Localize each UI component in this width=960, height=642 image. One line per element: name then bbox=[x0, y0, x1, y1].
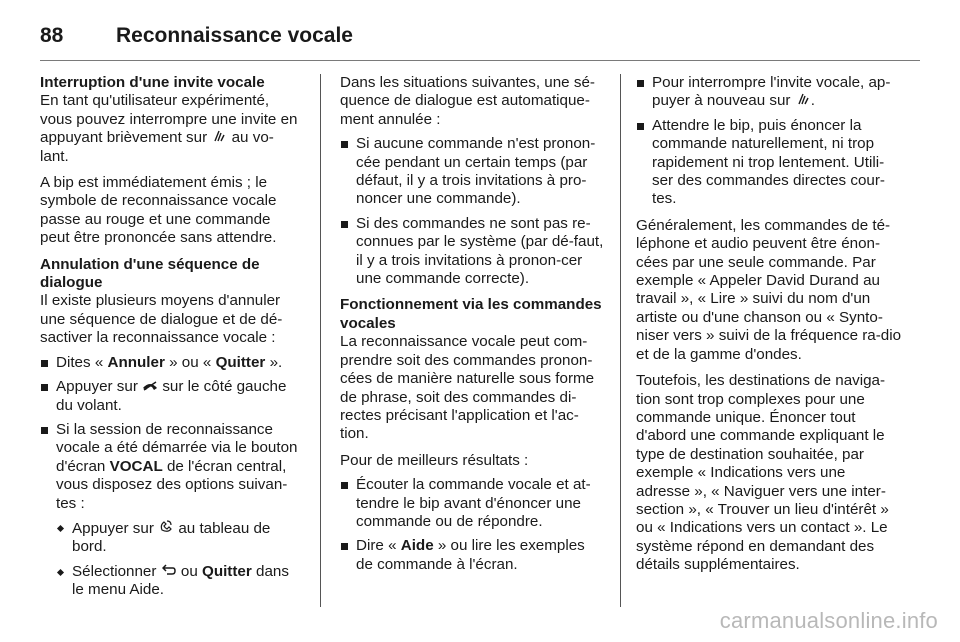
list-item: Dites « Annuler » ou « Quitter ». bbox=[40, 354, 302, 372]
list-item: Pour interrompre l'invite vocale, ap-puyer à nouveau sur . bbox=[636, 74, 902, 111]
list-item: Attendre le bip, puis énoncer la commande naturellement, ni trop rapidement ni trop lentement. Utili-ser des commandes directes cour-tes. bbox=[636, 117, 902, 209]
bullet-list bbox=[340, 135, 604, 288]
column-1 bbox=[40, 74, 302, 608]
paragraph: Pour de meilleurs résultats : bbox=[340, 451, 529, 469]
list-item: Appuyer sur au tableau de bord. bbox=[56, 519, 302, 557]
page-title: Reconnaissance vocale bbox=[116, 24, 353, 47]
back-arrow-icon bbox=[161, 563, 177, 581]
column-divider-2 bbox=[620, 74, 621, 607]
column-2 bbox=[340, 74, 604, 582]
list-item: Si aucune commande n'est pronon-cée pendant un certain temps (par défaut, il y a trois invitations à pro-noncer une commande). bbox=[340, 135, 604, 209]
header-rule bbox=[40, 60, 920, 61]
section-heading: Annulation d'une séquence de dialogue bbox=[40, 255, 260, 292]
paragraph: Toutefois, les destinations de naviga-tion sont trop complexes pour une commande unique. Énoncer tout d'abord une commande expliquant le type de destination souhaitée, par exemple « Indications vers une adresse », « Naviguer vers une inter-section », « Trouver un lieu d'intérêt » ou « Indications vers un contact ». Le système répond en demandant des détails supplémentaires. bbox=[636, 372, 889, 574]
bullet-list bbox=[340, 476, 604, 574]
page-number: 88 bbox=[40, 24, 64, 47]
sub-list bbox=[56, 519, 302, 600]
page-header bbox=[40, 14, 920, 58]
list-item: Appuyer sur sur le côté gauche du volant. bbox=[40, 378, 302, 415]
section-heading: Interruption d'une invite vocale bbox=[40, 74, 265, 91]
voice-steering-icon bbox=[795, 92, 811, 110]
column-divider-1 bbox=[320, 74, 321, 607]
bullet-list bbox=[636, 74, 902, 209]
hang-up-icon bbox=[142, 378, 158, 396]
list-item: Sélectionner ou Quitter dans le menu Aide. bbox=[56, 563, 302, 600]
paragraph: Interruption d'une invite vocale En tant qu'utilisateur expérimenté, vous pouvez interrompre une invite en appuyant brièvement sur au vo-lant. bbox=[40, 74, 302, 166]
paragraph: Fonctionnement via les commandes vocales La reconnaissance vocale peut com-prendre soit des commandes pronon-cées de manière naturelle sous forme de phrase, soit des commandes di-rectes précisant l'application et l'ac-tion. bbox=[340, 296, 604, 443]
bullet-list bbox=[40, 354, 302, 600]
list-item: Écouter la commande vocale et at-tendre le bip avant d'énoncer une commande ou de répondre. bbox=[340, 476, 604, 531]
voice-steering-icon bbox=[211, 129, 227, 147]
list-item: Si la session de reconnaissance vocale a été démarrée via le bouton d'écran VOCAL de l'écran central, vous disposez des options suivan-tes : Appuyer sur au tableau de bord. Sélectionner ou Quitter dans le menu Aide. bbox=[40, 421, 302, 600]
dashboard-phone-icon bbox=[158, 519, 174, 538]
paragraph: Annulation d'une séquence de dialogue Il existe plusieurs moyens d'annuler une séquence de dialogue et de dé-sactiver la reconnaissance vocale : bbox=[40, 256, 302, 348]
column-3 bbox=[636, 74, 902, 583]
list-item: Dire « Aide » ou lire les exemples de commande à l'écran. bbox=[340, 537, 604, 574]
paragraph: Dans les situations suivantes, une sé-quence de dialogue est automatique-ment annulée : bbox=[340, 74, 595, 128]
section-heading: Fonctionnement via les commandes vocales bbox=[340, 296, 602, 332]
list-item: Si des commandes ne sont pas re-connues par le système (par dé-faut, il y a trois invitations à pronon-cer une commande correcte). bbox=[340, 215, 604, 289]
paragraph: A bip est immédiatement émis ; le symbole de reconnaissance vocale passe au rouge et une commande peut être prononcée sans attendre. bbox=[40, 174, 277, 247]
paragraph: Généralement, les commandes de té-léphone et audio peuvent être énon-cées par une seule commande. Par exemple « Appeler David Durand au travail », « Lire » suivi du nom d'un artiste ou d'une chanson ou « Synto-niser vers » suivi de la fréquence ra-dio et de la gamme d'ondes. bbox=[636, 216, 902, 363]
watermark: carmanualsonline.info bbox=[719, 608, 938, 633]
